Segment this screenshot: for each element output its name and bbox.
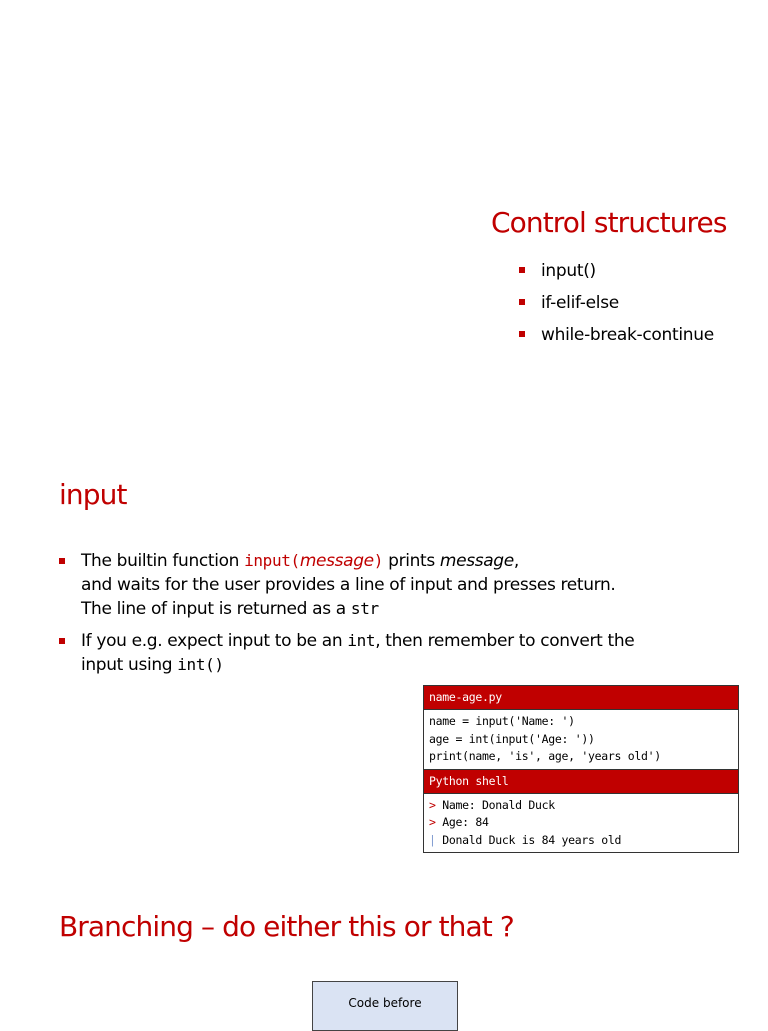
file-header: name-age.py — [424, 686, 738, 710]
code-line: age = int(input('Age: ')) — [429, 731, 595, 746]
bullet-square-icon — [519, 267, 525, 273]
shell-output — [424, 794, 738, 853]
code-example-box — [423, 685, 739, 853]
text: , — [513, 551, 519, 571]
slide-title-branching: Branching – do either this or that ? — [59, 910, 514, 943]
list-item-text: input() — [541, 261, 596, 281]
list-item-text: while-break-continue — [541, 325, 714, 345]
bullet-square-icon — [59, 638, 65, 644]
bullet-square-icon — [519, 299, 525, 305]
list-item-text: if-elif-else — [541, 293, 619, 313]
slide-title-input: input — [59, 478, 127, 511]
code-str: str — [350, 599, 379, 618]
code-int-call: int() — [177, 655, 224, 674]
list-item — [519, 293, 714, 313]
bullet-square-icon — [519, 331, 525, 337]
bullet-builtin-input — [59, 549, 749, 621]
bullet-square-icon — [59, 558, 65, 564]
input-slide-body — [59, 549, 749, 685]
bullet-line — [81, 549, 749, 573]
message-param: message — [299, 551, 374, 571]
message-word: message — [439, 551, 514, 571]
code-line: print(name, 'is', age, 'years old') — [429, 749, 661, 763]
control-structures-list — [519, 261, 714, 357]
text: prints — [383, 551, 440, 571]
bullet-line: and waits for the user provides a line of input and presses return. — [81, 575, 616, 595]
output-bar-icon: | — [429, 832, 436, 847]
shell-line: Age: 84 — [435, 815, 489, 829]
list-item — [519, 325, 714, 345]
text: input using — [81, 655, 178, 675]
prompt-icon: > — [429, 815, 436, 829]
text: If you e.g. expect input to be an — [81, 631, 348, 651]
bullet-convert-int — [59, 629, 749, 677]
bullet-line — [81, 653, 749, 677]
slide-title-control-structures: Control structures — [491, 206, 727, 239]
code-paren-open: ( — [290, 551, 300, 570]
text: , then remember to convert the — [375, 631, 635, 651]
prompt-icon: > — [429, 797, 436, 812]
bullet-line — [81, 629, 749, 653]
code-paren-close: ) — [373, 551, 384, 570]
code-line: name = input('Name: ') — [429, 714, 575, 728]
code-block — [424, 710, 738, 770]
text: The line of input is returned as a — [81, 599, 351, 619]
code-int: int — [347, 631, 376, 650]
shell-header: Python shell — [424, 770, 738, 794]
flowchart-code-before-box: Code before — [312, 981, 458, 1031]
list-item — [519, 261, 714, 281]
bullet-line — [81, 597, 749, 621]
shell-line: Donald Duck is 84 years old — [435, 832, 622, 847]
text: The builtin function — [81, 551, 245, 571]
shell-line: Name: Donald Duck — [435, 797, 555, 812]
code-input: input — [244, 551, 291, 570]
